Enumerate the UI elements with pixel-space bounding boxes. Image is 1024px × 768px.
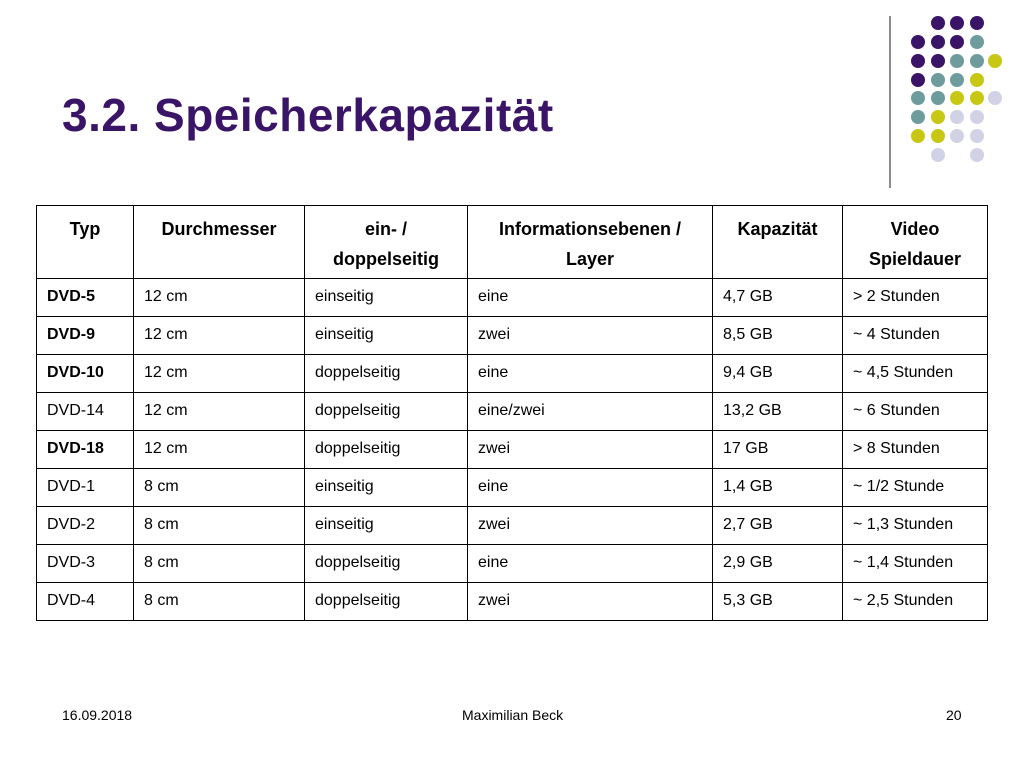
cell-kapazitaet: 9,4 GB [713,355,843,393]
table-row [37,317,988,355]
cell-layer: zwei [468,507,713,545]
decorative-dot [988,91,1002,105]
decorative-dot [931,73,945,87]
cell-kapazitaet: 1,4 GB [713,469,843,507]
cell-typ: DVD-4 [37,583,134,621]
cell-seitig: doppelseitig [305,393,468,431]
decorative-dot [911,91,925,105]
decorative-dot [911,35,925,49]
cell-kapazitaet: 5,3 GB [713,583,843,621]
cell-seitig: doppelseitig [305,545,468,583]
cell-typ: DVD-3 [37,545,134,583]
header-seitig: ein- / doppelseitig [305,206,468,279]
decorative-dot [931,129,945,143]
cell-dauer: ~ 1,3 Stunden [843,507,988,545]
cell-seitig: einseitig [305,279,468,317]
cell-dauer: ~ 6 Stunden [843,393,988,431]
table-row [37,393,988,431]
decorative-dot [970,16,984,30]
cell-dauer: ~ 4 Stunden [843,317,988,355]
decorative-dot [911,73,925,87]
cell-durchmesser: 12 cm [134,355,305,393]
cell-layer: eine [468,355,713,393]
decorative-dot [950,54,964,68]
decorative-dot [970,35,984,49]
header-typ: Typ [37,206,134,279]
cell-kapazitaet: 4,7 GB [713,279,843,317]
decorative-dot [931,54,945,68]
table-row [37,355,988,393]
decorative-dot [970,148,984,162]
decorative-dot [931,148,945,162]
decorative-dot [911,110,925,124]
table-row [37,583,988,621]
dvd-capacity-table [36,205,988,621]
decorative-dot [931,91,945,105]
decorative-dot [970,110,984,124]
cell-kapazitaet: 2,7 GB [713,507,843,545]
cell-typ: DVD-2 [37,507,134,545]
table-row [37,279,988,317]
cell-kapazitaet: 8,5 GB [713,317,843,355]
decorative-dot [950,129,964,143]
header-layer: Informationsebenen / Layer [468,206,713,279]
cell-seitig: einseitig [305,507,468,545]
cell-dauer: ~ 1/2 Stunde [843,469,988,507]
cell-kapazitaet: 2,9 GB [713,545,843,583]
cell-durchmesser: 12 cm [134,279,305,317]
decorative-dot [950,16,964,30]
cell-durchmesser: 12 cm [134,393,305,431]
header-kapazitaet: Kapazität [713,206,843,279]
cell-seitig: einseitig [305,469,468,507]
cell-typ: DVD-10 [37,355,134,393]
decorative-dot [970,91,984,105]
table-row [37,507,988,545]
cell-typ: DVD-14 [37,393,134,431]
cell-dauer: > 8 Stunden [843,431,988,469]
cell-typ: DVD-1 [37,469,134,507]
cell-typ: DVD-18 [37,431,134,469]
cell-dauer: ~ 1,4 Stunden [843,545,988,583]
footer-page-number: 20 [946,707,962,723]
cell-kapazitaet: 13,2 GB [713,393,843,431]
cell-layer: eine [468,469,713,507]
table-header-row [37,206,988,279]
cell-durchmesser: 8 cm [134,469,305,507]
footer-author: Maximilian Beck [462,707,564,723]
cell-seitig: einseitig [305,317,468,355]
cell-layer: eine/zwei [468,393,713,431]
cell-seitig: doppelseitig [305,583,468,621]
cell-layer: zwei [468,317,713,355]
decorative-dot [911,54,925,68]
footer-date: 16.09.2018 [62,707,133,723]
decorative-dot [911,129,925,143]
slide-title: 3.2. Speicherkapazität [62,89,554,141]
decorative-dot [950,73,964,87]
cell-dauer: ~ 2,5 Stunden [843,583,988,621]
decorative-dot [950,35,964,49]
decorative-dot [970,129,984,143]
cell-durchmesser: 8 cm [134,545,305,583]
cell-durchmesser: 8 cm [134,507,305,545]
cell-durchmesser: 12 cm [134,431,305,469]
cell-layer: zwei [468,583,713,621]
cell-layer: eine [468,279,713,317]
header-dauer: Video Spieldauer [843,206,988,279]
cell-dauer: > 2 Stunden [843,279,988,317]
cell-typ: DVD-5 [37,279,134,317]
cell-seitig: doppelseitig [305,355,468,393]
cell-kapazitaet: 17 GB [713,431,843,469]
decorative-dot [950,91,964,105]
cell-seitig: doppelseitig [305,431,468,469]
decorative-dot [931,110,945,124]
cell-typ: DVD-9 [37,317,134,355]
cell-dauer: ~ 4,5 Stunden [843,355,988,393]
cell-durchmesser: 12 cm [134,317,305,355]
decorative-dot [988,54,1002,68]
table-row [37,469,988,507]
title-divider-line [889,16,891,188]
cell-layer: eine [468,545,713,583]
cell-layer: zwei [468,431,713,469]
decorative-dot [970,73,984,87]
decorative-dot [970,54,984,68]
header-durchmesser: Durchmesser [134,206,305,279]
cell-durchmesser: 8 cm [134,583,305,621]
decorative-dot [931,35,945,49]
decorative-dot [950,110,964,124]
table-row [37,431,988,469]
decorative-dot [931,16,945,30]
table-row [37,545,988,583]
